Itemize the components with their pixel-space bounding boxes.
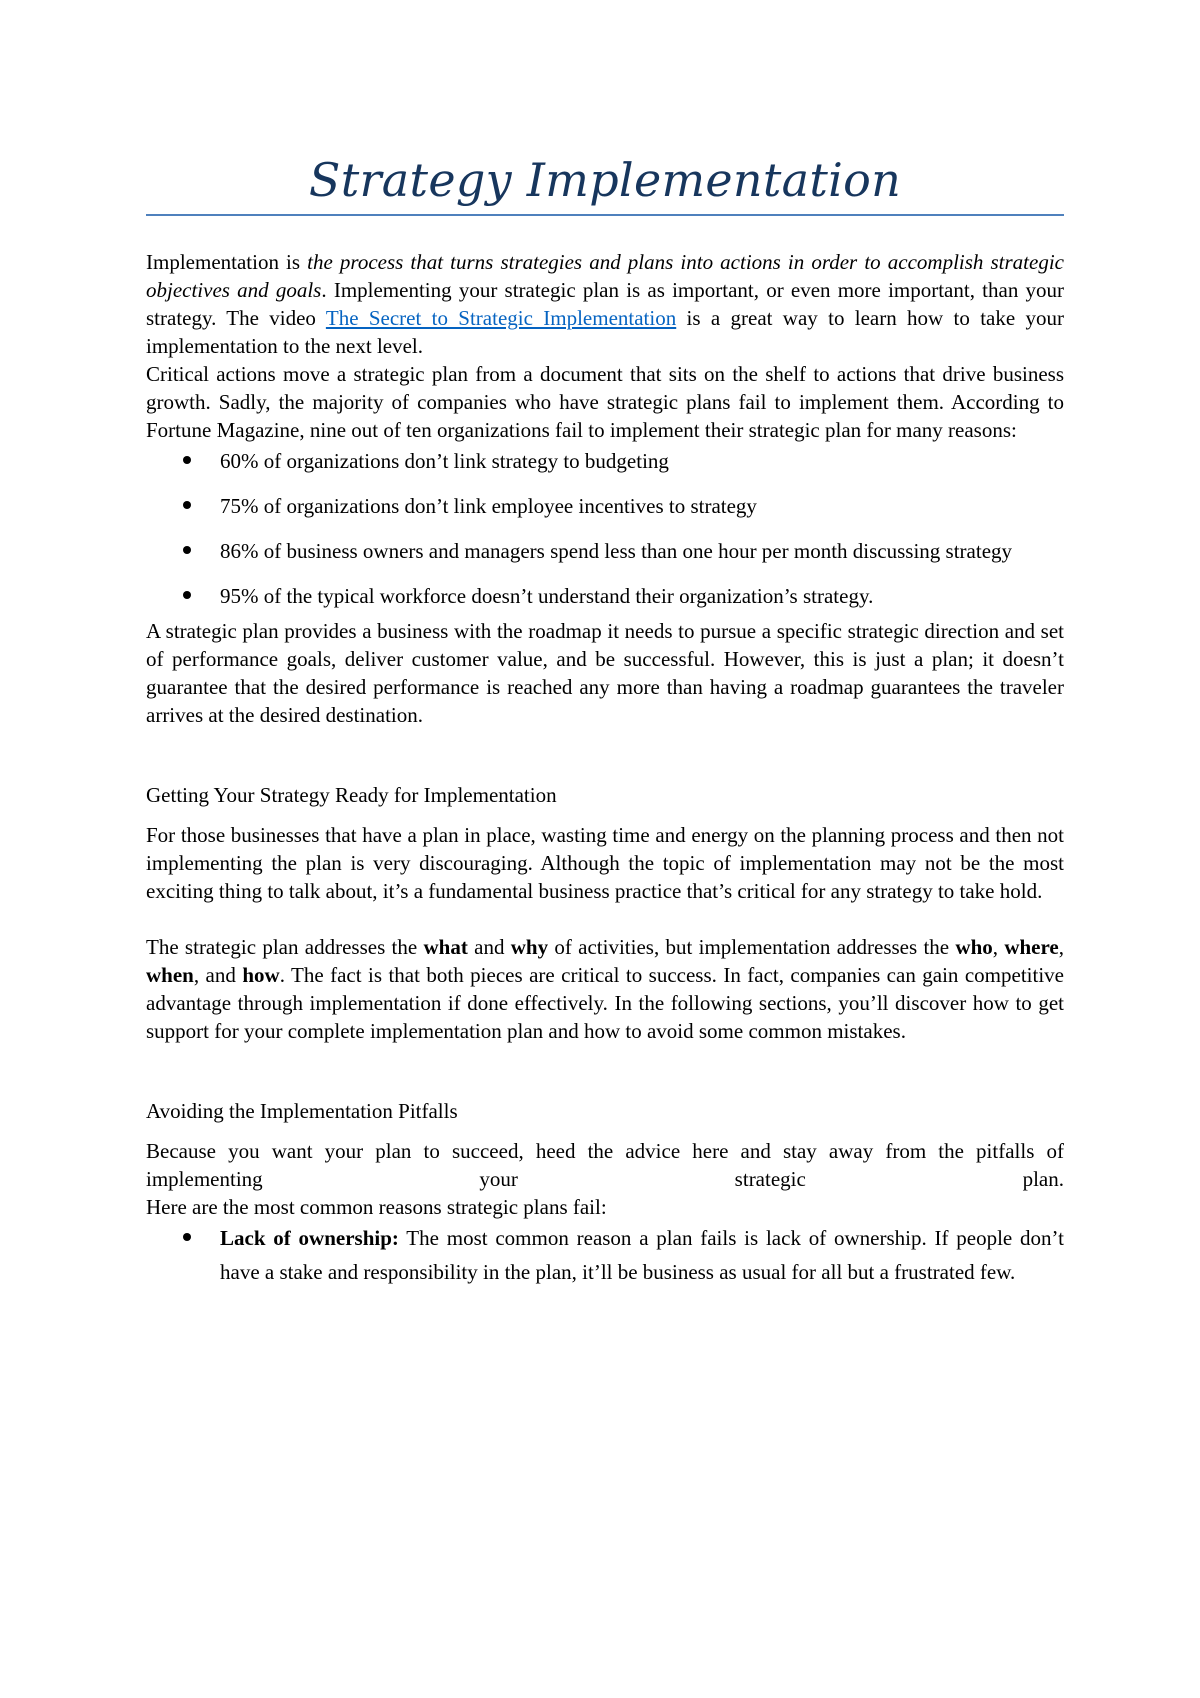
statistic-text: 86% of business owners and managers spend less than one hour per month discussing strategy [220,539,1013,563]
intro-after-definition: . Implementing your strategic plan is as important, or even more important, than your strategy. The video [146,278,1065,330]
text-run: , [1058,935,1064,959]
emphasis-who: who [955,935,993,959]
list-item [146,1221,1064,1289]
emphasis-what: what [423,935,468,959]
statistic-text: 95% of the typical workforce doesn’t understand their organization’s strategy. [220,584,874,608]
text-run: . The fact is that both pieces are critical to success. In fact, companies can gain competitive advantage through implementation if done effectively. In the following sections, you’ll discover how to get support for your complete implementation plan and how to avoid some common mistakes. [146,963,1064,1043]
emphasis-how: how [242,963,280,987]
list-item [146,579,1064,613]
pitfalls-list [146,1221,1064,1289]
pitfalls-intro-line-1: Because you want your plan to succeed, heed the advice here and stay away from the pitfalls of implementing your strategic plan. [146,1139,1064,1191]
title-underline-rule [146,214,1064,216]
text-run: The strategic plan addresses the [146,935,424,959]
text-run: , and [193,963,243,987]
document-title: Strategy Implementation [308,153,902,207]
section-heading-ready: Getting Your Strategy Ready for Implementation [146,783,557,807]
bullet-icon [183,501,191,509]
emphasis-when: when [146,963,194,987]
emphasis-why: why [510,935,549,959]
emphasis-where: where [1004,935,1059,959]
statistic-text: 60% of organizations don’t link strategy to budgeting [220,449,669,473]
text-run: , [992,935,1005,959]
text-run: and [467,935,511,959]
ready-paragraph-1: For those businesses that have a plan in place, wasting time and energy on the planning process and then not implementing the plan is very discouraging. Although the topic of implementation may not be the most exciting thing to talk about, it’s a fundamental business practice that’s critical for any strategy to take hold. [146,823,1064,903]
video-link[interactable]: The Secret to Strategic Implementation [325,306,677,330]
pitfalls-intro-line-2: Here are the most common reasons strategic plans fail: [146,1195,607,1219]
critical-actions-paragraph: Critical actions move a strategic plan from a document that sits on the shelf to actions that drive business growth. Sadly, the majority of companies who have strategic plans fail to implement them. According to Fortune Magazine, nine out of ten organizations fail to implement their strategic plan for many reasons: [146,362,1064,442]
pitfall-text: The most common reason a plan fails is lack of ownership. If people don’t have a stake and responsibility in the plan, it’ll be business as usual for all but a frustrated few. [220,1226,1064,1284]
intro-paragraph [146,248,1064,360]
ready-paragraph-2 [146,933,1064,1045]
text-run: of activities, but implementation addresses the [548,935,956,959]
bullet-icon [183,591,191,599]
pitfall-label: Lack of ownership: [220,1226,399,1250]
bullet-icon [183,456,191,464]
section-heading-pitfalls: Avoiding the Implementation Pitfalls [146,1099,458,1123]
statistic-text: 75% of organizations don’t link employee incentives to strategy [220,494,757,518]
list-item [146,444,1064,478]
bullet-icon [183,546,191,554]
document-body [146,248,1064,1289]
intro-lead: Implementation is [146,250,308,274]
intro-after-link: is a great way to learn how to take your implementation to the next level. [146,306,1064,358]
bullet-icon [183,1233,191,1241]
statistics-list [146,444,1064,613]
list-item [146,534,1064,568]
list-item [146,489,1064,523]
implementation-definition: the process that turns strategies and plans into actions in order to accomplish strategic objectives and goals [146,250,1064,302]
paragraph-spacer [146,905,1064,933]
roadmap-paragraph: A strategic plan provides a business with the roadmap it needs to pursue a specific strategic direction and set of performance goals, deliver customer value, and be successful. However, this is just a plan; it doesn’t guarantee that the desired performance is reached any more than having a roadmap guarantees the traveler arrives at the desired destination. [146,619,1064,727]
